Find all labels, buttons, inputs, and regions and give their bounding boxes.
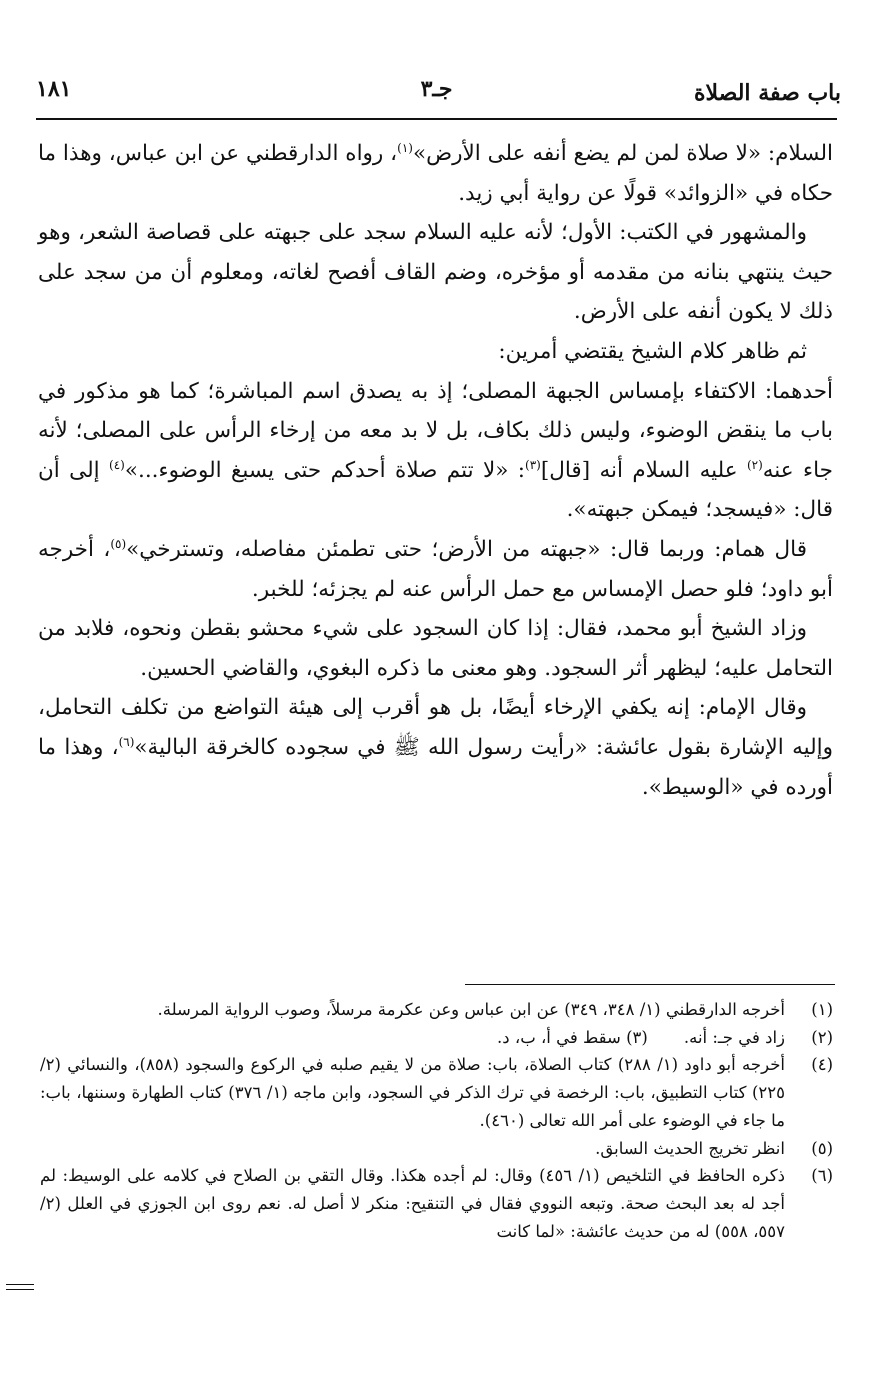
footnote-ref-3: (٣) [525,457,541,472]
footnote-number: (١) [811,1000,833,1019]
volume-label: جـ٣ [420,76,453,102]
main-text [38,134,833,807]
footnote-text: أخرجه أبو داود (١/ ٢٨٨) كتاب الصلاة، باب: صلاة من لا يقيم صلبه في الركوع والسجود (٨٥٨)، والنسائي (٢/ ٢٢٥) كتاب التطبيق، باب: الرخصة في ترك الذكر في السجود، وابن ماجه (١/ ٣٧٦) كتاب الطهارة وسننها، باب: ما جاء في الوضوء على أمر الله تعالى (٤٦٠). [40,1055,785,1130]
footnote-2-3 [40,1024,833,1052]
footnote-ref-4: (٤) [109,457,125,472]
paragraph-2: والمشهور في الكتب: الأول؛ لأنه عليه السلام سجد على جبهته على قصاصة الشعر، وهو حيث ينتهي بنانه من مقدمه أو مؤخره، وضم القاف أفصح لغاته، ومعلوم أن من سجد على ذلك لا يكون أنفه على الأرض. [38,220,834,325]
footnote-text: أخرجه الدارقطني (١/ ٣٤٨، ٣٤٩) عن ابن عباس وعن عكرمة مرسلاً، وصوب الرواية المرسلة. [157,1000,785,1019]
footnote-ref-5: (٥) [110,536,127,551]
footnotes [40,996,833,1245]
footnote-4 [40,1051,833,1134]
footnote-text: زاد في جـ: أنه. [683,1027,785,1047]
footnote-1 [40,996,833,1024]
footnote-rule [465,984,835,985]
page-header [28,70,845,114]
page-number: ١٨١ [36,76,72,102]
footnote-text: سقط في أ، ب، د. [497,1027,621,1047]
chapter-title: باب صفة الصلاة [693,80,841,106]
footnote-text: ذكره الحافظ في التلخيص (١/ ٤٥٦) وقال: لم أجده هكذا. وقال التقي بن الصلاح في كلامه على الوسيط: لم أجد له بعد البحث صحة. وتبعه النووي فقال في التنقيح: منكر لا أصل له. نعم روى ابن الجوزي في العلل (٢/ ٥٥٧، ٥٥٨) له من حديث عائشة: «لما كانت [40,1166,785,1241]
paragraph-7: وقال الإمام: إنه يكفي الإرخاء أيضًا، بل هو أقرب إلى هيئة التواضع من تكلف التحامل، وإليه الإشارة بقول عائشة: «رأيت رسول الله ﷺ في سجوده كالخرقة البالية»$^{(٦)}$، وهذا ما أورده في «الوسيط». [38,695,833,800]
paragraph-1: السلام: «لا صلاة لمن لم يضع أنفه على الأرض»$^{(١)}$، رواه الدارقطني عن ابن عباس، وهذا ما حكاه في «الزوائد» قولًا عن رواية أبي زيد. [38,140,834,206]
footnote-6 [40,1162,833,1245]
footnote-text: انظر تخريج الحديث السابق. [595,1138,785,1158]
footnote-number: (٣) [626,1027,648,1047]
footnote-ref-6: (٦) [118,734,135,749]
footnote-number: (٤) [811,1055,833,1075]
paragraph-4: أحدهما: الاكتفاء بإمساس الجبهة المصلى؛ إذ به يصدق اسم المباشرة؛ كما هو مذكور في باب ما ينقض الوضوء، وليس ذلك بكاف، بل لا بد معه من إرخاء الرأس على المصلى؛ لأنه جاء عنه$^{(٢)}$ عليه السلام أنه [قال]$^{(٣)}$: «لا تتم صلاة أحدكم حتى يسبغ الوضوء...»$^{(٤)}$ إلى أن قال: «فيسجد؛ فيمكن جبهته». [38,378,833,523]
header-rule [36,118,837,120]
footnote-number: (٥) [811,1138,833,1158]
continuation-mark [6,1284,34,1296]
footnote-ref-2: (٢) [746,457,763,472]
paragraph-3: ثم ظاهر كلام الشيخ يقتضي أمرين: [498,338,807,364]
footnote-number: (٢) [811,1027,833,1047]
paragraph-6: وزاد الشيخ أبو محمد، فقال: إذا كان السجود على شيء محشو بقطن ونحوه، فلابد من التحامل عليه؛ ليظهر أثر السجود. وهو معنى ما ذكره البغوي، والقاضي الحسين. [38,616,833,681]
footnote-ref-1: (١) [397,140,413,155]
footnote-5 [40,1135,833,1163]
paragraph-5: قال همام: وربما قال: «جبهته من الأرض؛ حتى تطمئن مفاصله، وتسترخي»$^{(٥)}$، أخرجه أبو داود؛ فلو حصل الإمساس مع حمل الرأس عنه لم يجزئه؛ للخبر. [38,536,833,602]
footnote-number: (٦) [811,1166,833,1186]
